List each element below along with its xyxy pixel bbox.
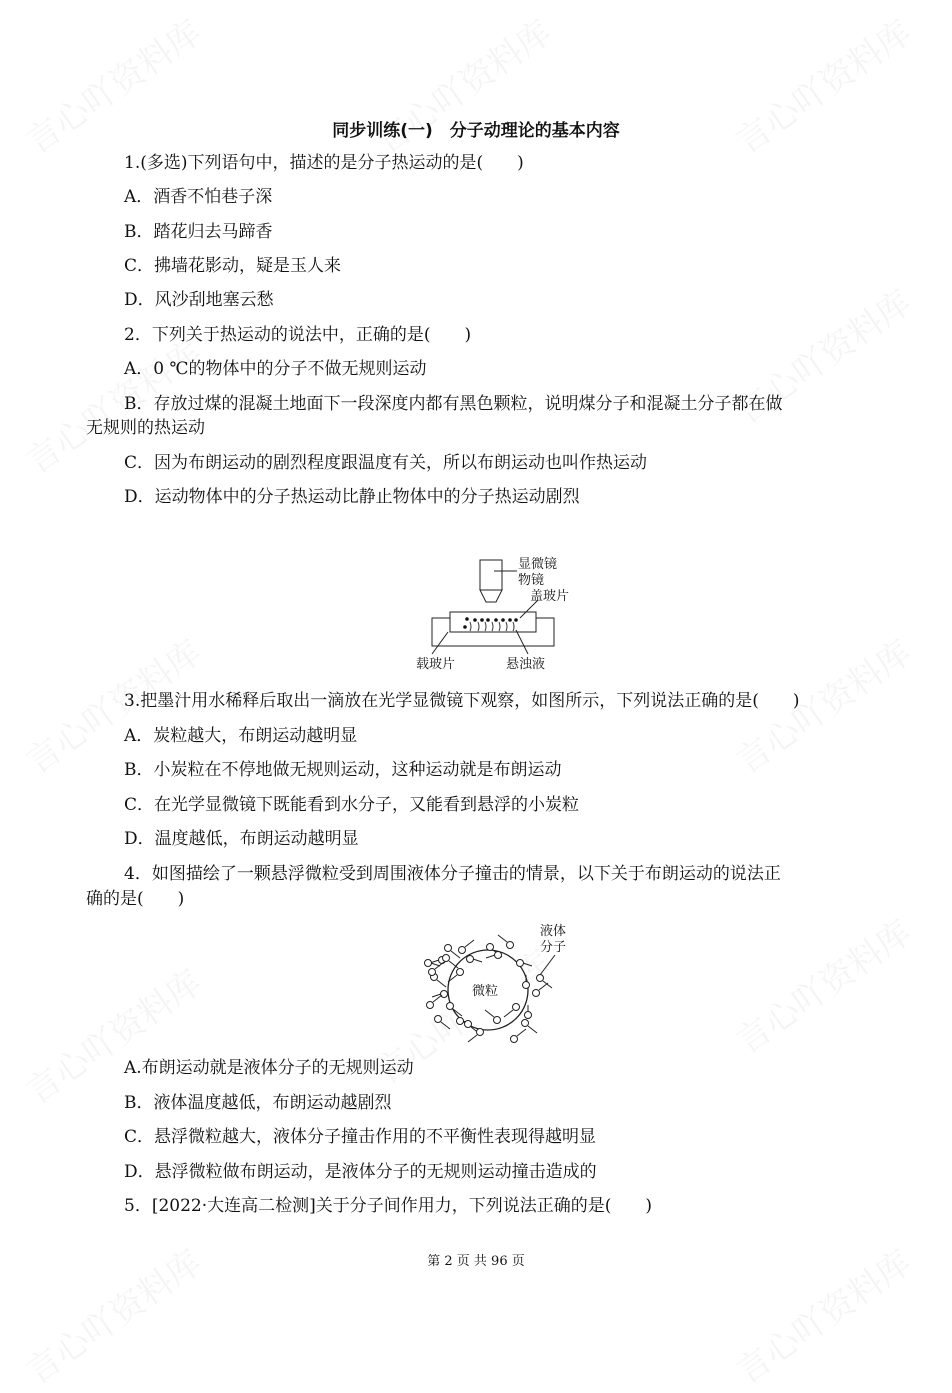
page-title: 同步训练(一) 分子动理论的基本内容	[332, 121, 620, 141]
label-liquid: 液体	[540, 924, 567, 939]
velocity-arrow	[543, 981, 552, 988]
liquid-molecule	[511, 1036, 518, 1043]
q3-option-a: A．炭粒越大，布朗运动越明显	[124, 726, 358, 746]
q1-option-c: C．拂墙花影动，疑是玉人来	[124, 256, 342, 276]
q2-option-c: C．因为布朗运动的剧烈程度跟温度有关，所以布朗运动也叫作热运动	[124, 453, 648, 473]
q4-option-a: A.布朗运动就是液体分子的无规则运动	[124, 1058, 414, 1078]
q4-option-d: D．悬浮微粒做布朗运动，是液体分子的无规则运动撞击造成的	[124, 1162, 597, 1182]
q2-option-b: B．存放过煤的混凝土地面下一段深度内都有黑色颗粒，说明煤分子和混凝土分子都在做	[124, 394, 783, 414]
liquid-molecule	[443, 955, 450, 962]
velocity-arrow	[441, 1022, 450, 1029]
liquid-molecule	[537, 975, 544, 982]
q1-option-d: D．风沙刮地塞云愁	[124, 290, 274, 310]
velocity-arrow	[523, 963, 532, 966]
liquid-molecule	[457, 969, 464, 976]
q1-option-a: A．酒香不怕巷子深	[124, 187, 273, 207]
liquid-molecule	[429, 969, 436, 976]
q3-option-d: D．温度越低，布朗运动越明显	[124, 829, 359, 849]
liquid-molecule	[495, 952, 502, 959]
liquid-molecule	[525, 1012, 532, 1019]
question-2-stem: 2．下列关于热运动的说法中，正确的是( )	[124, 325, 472, 345]
label-objective: 物镜	[518, 573, 545, 588]
label-molecule: 分子	[540, 940, 567, 955]
q4-option-c: C．悬浮微粒越大，液体分子撞击作用的不平衡性表现得越明显	[124, 1127, 597, 1147]
question-4-stem-cont: 确的是( )	[86, 889, 185, 909]
watermark	[14, 956, 209, 1113]
q2-option-d: D．运动物体中的分子热运动比静止物体中的分子热运动剧烈	[124, 487, 580, 507]
q2-option-b-cont: 无规则的热运动	[86, 418, 205, 438]
watermark	[724, 906, 919, 1063]
liquid-molecule	[517, 960, 524, 967]
velocity-arrow	[437, 980, 446, 987]
q4-option-b: B．液体温度越低，布朗运动越剧烈	[124, 1093, 392, 1113]
velocity-arrow	[539, 983, 548, 990]
label-microscope: 显微镜	[518, 557, 558, 572]
liquid-molecule	[465, 1021, 472, 1028]
velocity-arrow	[517, 1029, 526, 1036]
liquid-molecule	[427, 1002, 434, 1009]
label-particle: 微粒	[472, 984, 499, 999]
q1-option-b: B．踏花归去马蹄香	[124, 222, 273, 242]
liquid-molecule	[457, 1018, 464, 1025]
liquid-molecule	[445, 945, 452, 952]
microscope-figure	[410, 550, 590, 680]
velocity-arrow	[498, 935, 507, 942]
liquid-molecule	[487, 944, 494, 951]
liquid-molecule	[477, 1029, 484, 1036]
liquid-molecule	[425, 960, 432, 967]
liquid-molecule	[459, 947, 466, 954]
velocity-arrow	[465, 940, 474, 947]
q2-option-a: A．0 ℃的物体中的分子不做无规则运动	[124, 359, 427, 379]
liquid-molecule	[533, 990, 540, 997]
question-3-stem: 3.把墨汁用水稀释后取出一滴放在光学显微镜下观察，如图所示，下列说法正确的是( )	[124, 691, 800, 711]
page-number: 第 2 页 共 96 页	[427, 1254, 525, 1269]
question-5-stem: 5．[2022·大连高二检测]关于分子间作用力，下列说法正确的是( )	[124, 1196, 653, 1216]
question-4-stem: 4．如图描绘了一颗悬浮微粒受到周围液体分子撞击的情景，以下关于布朗运动的说法正	[124, 864, 781, 884]
liquid-molecule	[441, 991, 448, 998]
particle-figure	[410, 915, 590, 1050]
q3-option-b: B．小炭粒在不停地做无规则运动，这种运动就是布朗运动	[124, 760, 562, 780]
q3-option-c: C．在光学显微镜下既能看到水分子，又能看到悬浮的小炭粒	[124, 795, 580, 815]
velocity-arrow	[528, 1026, 537, 1033]
label-suspension: 悬浊液	[506, 657, 546, 672]
liquid-molecule	[513, 1004, 520, 1011]
liquid-molecule	[447, 1003, 454, 1010]
question-1-stem: 1.(多选)下列语句中，描述的是分子热运动的是( )	[124, 153, 524, 173]
velocity-arrow	[468, 1035, 477, 1042]
label-cover-slip: 盖玻片	[530, 589, 570, 604]
liquid-molecule	[467, 956, 474, 963]
liquid-molecule	[507, 942, 514, 949]
label-slide: 载玻片	[416, 657, 456, 672]
liquid-molecule	[494, 1017, 501, 1024]
liquid-molecule	[522, 1020, 529, 1027]
liquid-molecule	[523, 982, 530, 989]
liquid-molecule	[435, 1016, 442, 1023]
